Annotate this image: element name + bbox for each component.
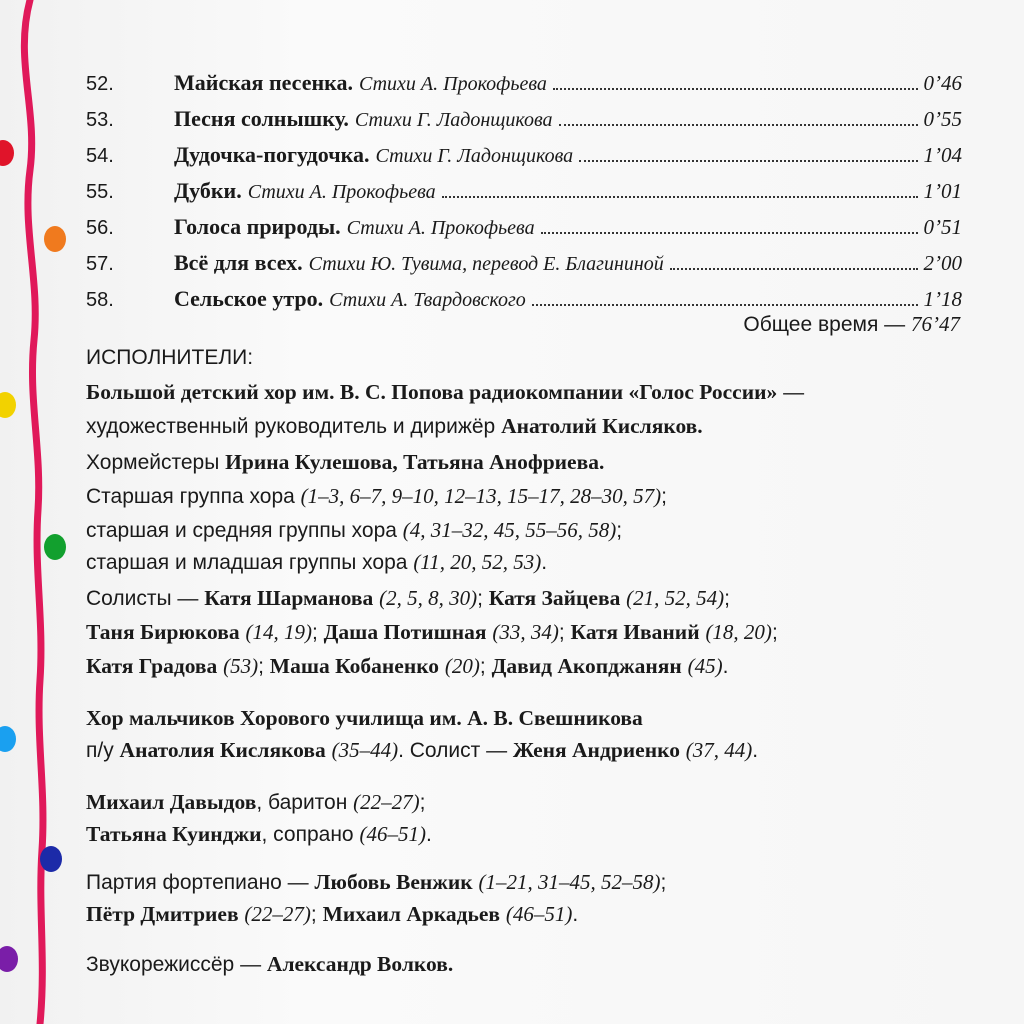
senior-mid-line: старшая и средняя группы хора (4, 31–32, 45, 55–56, 58); — [86, 518, 623, 542]
track-duration: 1’04 — [923, 143, 962, 167]
baritone-line: Михаил Давыдов, баритон (22–27); — [86, 790, 426, 814]
dot-leader — [559, 124, 918, 126]
track-credit: Стихи Г. Ладонщикова — [354, 109, 553, 131]
senior-group-tracks: (1–3, 6–7, 9–10, 12–13, 15–17, 28–30, 57) — [300, 484, 662, 508]
piano-line-2: Пётр Дмитриев (22–27); Михаил Аркадьев (46–51). — [86, 902, 579, 926]
director-name: Анатолий Кисляков. — [501, 414, 703, 438]
senior-group-label: Старшая группа хора — [86, 485, 301, 508]
track-duration: 0’51 — [923, 215, 962, 239]
dot-leader — [553, 88, 918, 90]
orange-dot — [44, 226, 66, 252]
total-time-value: 76’47 — [911, 312, 960, 336]
track-credit: Стихи А. Прокофьева — [358, 73, 547, 95]
pianist-tracks: (1–21, 31–45, 52–58) — [478, 870, 661, 894]
soprano-name: Татьяна Куинджи — [86, 822, 262, 846]
baritone-name: Михаил Давыдов — [86, 790, 257, 814]
total-time-label: Общее время — — [743, 313, 911, 336]
track-number: 58. — [86, 289, 114, 311]
dot-leader — [541, 232, 918, 234]
pianist-tracks: (46–51) — [505, 902, 573, 926]
boys-choir-line — [86, 706, 643, 731]
soloist-name: Таня Бирюкова — [86, 620, 240, 644]
boys-director-line: п/у Анатолия Кислякова (35–44). Солист — Женя Андриенко (37, 44). — [86, 738, 759, 762]
track-credit: Стихи А. Твардовского — [329, 289, 526, 311]
dot-leader — [579, 160, 917, 162]
choirmasters-prefix: Хормейстеры — [86, 451, 226, 474]
track-number: 54. — [86, 145, 114, 167]
soloist-name: Катя Шарманова — [204, 586, 374, 610]
choirmasters-names: Ирина Кулешова, Татьяна Анофриева. — [225, 450, 605, 474]
track-number: 52. — [86, 73, 114, 95]
soloist-tracks: (14, 19) — [245, 620, 312, 644]
soloist-tracks: (2, 5, 8, 30) — [379, 586, 478, 610]
pianist-name: Любовь Венжик — [314, 870, 473, 894]
track-title: Дубки. — [174, 178, 242, 203]
track-title: Сельское утро. — [174, 286, 324, 311]
track-title: Всё для всех. — [174, 250, 303, 275]
track-title: Песня солнышку. — [174, 106, 349, 131]
pianist-tracks: (22–27) — [244, 902, 311, 926]
soloist-name: Давид Акопджанян — [491, 654, 682, 678]
track-row — [86, 178, 962, 214]
soloist-tracks: (33, 34) — [492, 620, 559, 644]
director-prefix: художественный руководитель и дирижёр — [86, 415, 502, 438]
senior-junior-line: старшая и младшая группы хора (11, 20, 52, 53). — [86, 550, 548, 574]
performers-heading — [86, 346, 253, 370]
boys-choir-name: Хор мальчиков Хорового училища им. А. В. Свешникова — [86, 706, 643, 730]
piano-line-1: Партия фортепиано — Любовь Венжик (1–21, 31–45, 52–58); — [86, 870, 667, 894]
track-number: 53. — [86, 109, 114, 131]
senior-junior-tracks: (11, 20, 52, 53) — [413, 550, 542, 574]
soprano-line: Татьяна Куинджи, сопрано (46–51). — [86, 822, 432, 846]
green-dot — [44, 534, 66, 560]
boys-director-tracks: (35–44) — [331, 738, 399, 762]
choirmasters-line — [86, 450, 604, 475]
soloist-name: Даша Потишная — [323, 620, 487, 644]
track-title: Майская песенка. — [174, 70, 353, 95]
ribbon-line — [24, 0, 43, 1024]
track-credit: Стихи Г. Ладонщикова — [375, 145, 574, 167]
track-row — [86, 106, 962, 142]
track-row — [86, 250, 962, 286]
track-duration: 1’01 — [923, 179, 962, 203]
boys-soloist-tracks: (37, 44) — [685, 738, 753, 762]
boys-soloist-label: . Солист — — [398, 739, 513, 762]
choir-dash: — — [777, 381, 805, 404]
track-row — [86, 142, 962, 178]
navy-dot — [40, 846, 62, 872]
soloist-name: Катя Градова — [86, 654, 218, 678]
track-credit: Стихи А. Прокофьева — [247, 181, 436, 203]
soloist-name: Катя Иваний — [570, 620, 700, 644]
track-title: Дудочка-погудочка. — [174, 142, 370, 167]
track-duration: 0’46 — [923, 71, 962, 95]
soloists-label: Солисты — — [86, 587, 205, 610]
track-row — [86, 70, 962, 106]
track-credit: Стихи Ю. Тувима, перевод Е. Благининой — [308, 253, 664, 275]
soloists-line-1: Солисты — Катя Шарманова (2, 5, 8, 30); Катя Зайцева (21, 52, 54); — [86, 586, 731, 610]
boys-soloist-name: Женя Андриенко — [512, 738, 680, 762]
soloist-tracks: (20) — [444, 654, 480, 678]
director-line — [86, 414, 703, 439]
track-title: Голоса природы. — [174, 214, 341, 239]
senior-mid-tracks: (4, 31–32, 45, 55–56, 58) — [402, 518, 617, 542]
track-row — [86, 214, 962, 250]
soloist-tracks: (18, 20) — [705, 620, 772, 644]
soprano-role: , сопрано — [261, 823, 360, 846]
boys-director-name: Анатолия Кислякова — [119, 738, 326, 762]
boys-director-prefix: п/у — [86, 739, 120, 762]
baritone-role: , баритон — [256, 791, 354, 814]
soloists-line-2: Таня Бирюкова (14, 19); Даша Потишная (33, 34); Катя Иваний (18, 20); — [86, 620, 778, 644]
track-number: 56. — [86, 217, 114, 239]
soloist-tracks: (21, 52, 54) — [626, 586, 725, 610]
pianist-name: Пётр Дмитриев — [86, 902, 239, 926]
soloists-line-3: Катя Градова (53); Маша Кобаненко (20); Давид Акопджанян (45). — [86, 654, 729, 678]
engineer-line — [86, 952, 453, 977]
soloist-name: Маша Кобаненко — [269, 654, 440, 678]
soloist-tracks: (45) — [687, 654, 723, 678]
dot-leader — [442, 196, 918, 198]
soloist-tracks: (53) — [223, 654, 259, 678]
dot-leader — [670, 268, 918, 270]
track-number: 55. — [86, 181, 114, 203]
piano-label: Партия фортепиано — — [86, 871, 315, 894]
senior-junior-label: старшая и младшая группы хора — [86, 551, 414, 574]
baritone-tracks: (22–27) — [353, 790, 420, 814]
track-number: 57. — [86, 253, 114, 275]
senior-mid-label: старшая и средняя группы хора — [86, 519, 403, 542]
soloist-name: Катя Зайцева — [488, 586, 621, 610]
total-time — [743, 312, 960, 337]
performers-heading-text: ИСПОЛНИТЕЛИ: — [86, 346, 254, 369]
pianist-name: Михаил Аркадьев — [322, 902, 501, 926]
track-duration: 1’18 — [923, 287, 962, 311]
track-duration: 2’00 — [923, 251, 962, 275]
choir-name: Большой детский хор им. В. С. Попова радиокомпании «Голос России» — [86, 380, 778, 404]
soprano-tracks: (46–51) — [359, 822, 426, 846]
track-duration: 0’55 — [923, 107, 962, 131]
dot-leader — [532, 304, 918, 306]
track-credit: Стихи А. Прокофьева — [346, 217, 535, 239]
engineer-name: Александр Волков. — [266, 952, 454, 976]
choir-line — [86, 380, 804, 405]
engineer-label: Звукорежиссёр — — [86, 953, 267, 976]
senior-group-line: Старшая группа хора (1–3, 6–7, 9–10, 12–13, 15–17, 28–30, 57); — [86, 484, 667, 508]
